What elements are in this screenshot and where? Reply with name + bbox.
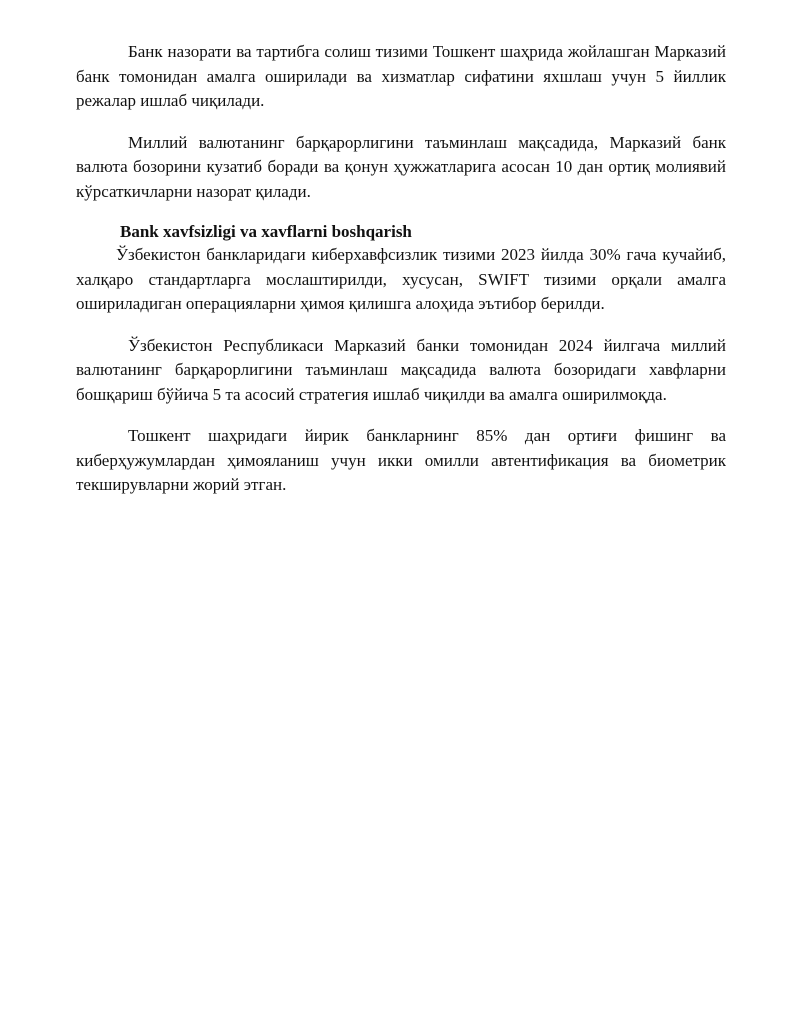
paragraph-authentication: Тошкент шаҳридаги йирик банкларнинг 85% дан ортиғи фишинг ва киберҳужумлардан ҳимояланиш учун икки омилли автентификация ва биометрик текширувларни жорий этган.: [76, 426, 726, 494]
paragraph-cybersecurity: Ўзбекистон банкларидаги киберхавфсизлик тизими 2023 йилда 30% гача кучайиб, халқаро стандартларга мослаштирилди, хусусан, SWIFT тизими орқали амалга ошириладиган операцияларни ҳимоя қилишга алоҳида эътибор берилди.: [76, 245, 726, 313]
paragraph-currency-stability: Миллий валютанинг барқарорлигини таъминлаш мақсадида, Марказий банк валюта бозорини кузатиб боради ва қонун ҳужжатларига асосан 10 дан ортиқ молиявий кўрсаткичларни назорат қилади.: [76, 132, 726, 201]
paragraph-bank-supervision: Банк назорати ва тартибга солиш тизими Тошкент шаҳрида жойлашган Марказий банк томонидан амалга оширилади ва хизматлар сифатини яхшлаш учун 5 йиллик режалар ишлаб чиқилади.: [76, 42, 726, 110]
paragraph-risk-strategy: Ўзбекистон Республикаси Марказий банки томонидан 2024 йилгача миллий валютанинг барқарорлигини таъминлаш мақсадида валюта бозоридаги хавфларни бошқариш бўйича 5 та асосий стратегия ишлаб чиқилди ва амалга оширилмоқда.: [76, 335, 726, 404]
section-heading: Bank xavfsizligi va xavflarni boshqarish: [120, 222, 412, 241]
document-page: [76, 40, 726, 515]
